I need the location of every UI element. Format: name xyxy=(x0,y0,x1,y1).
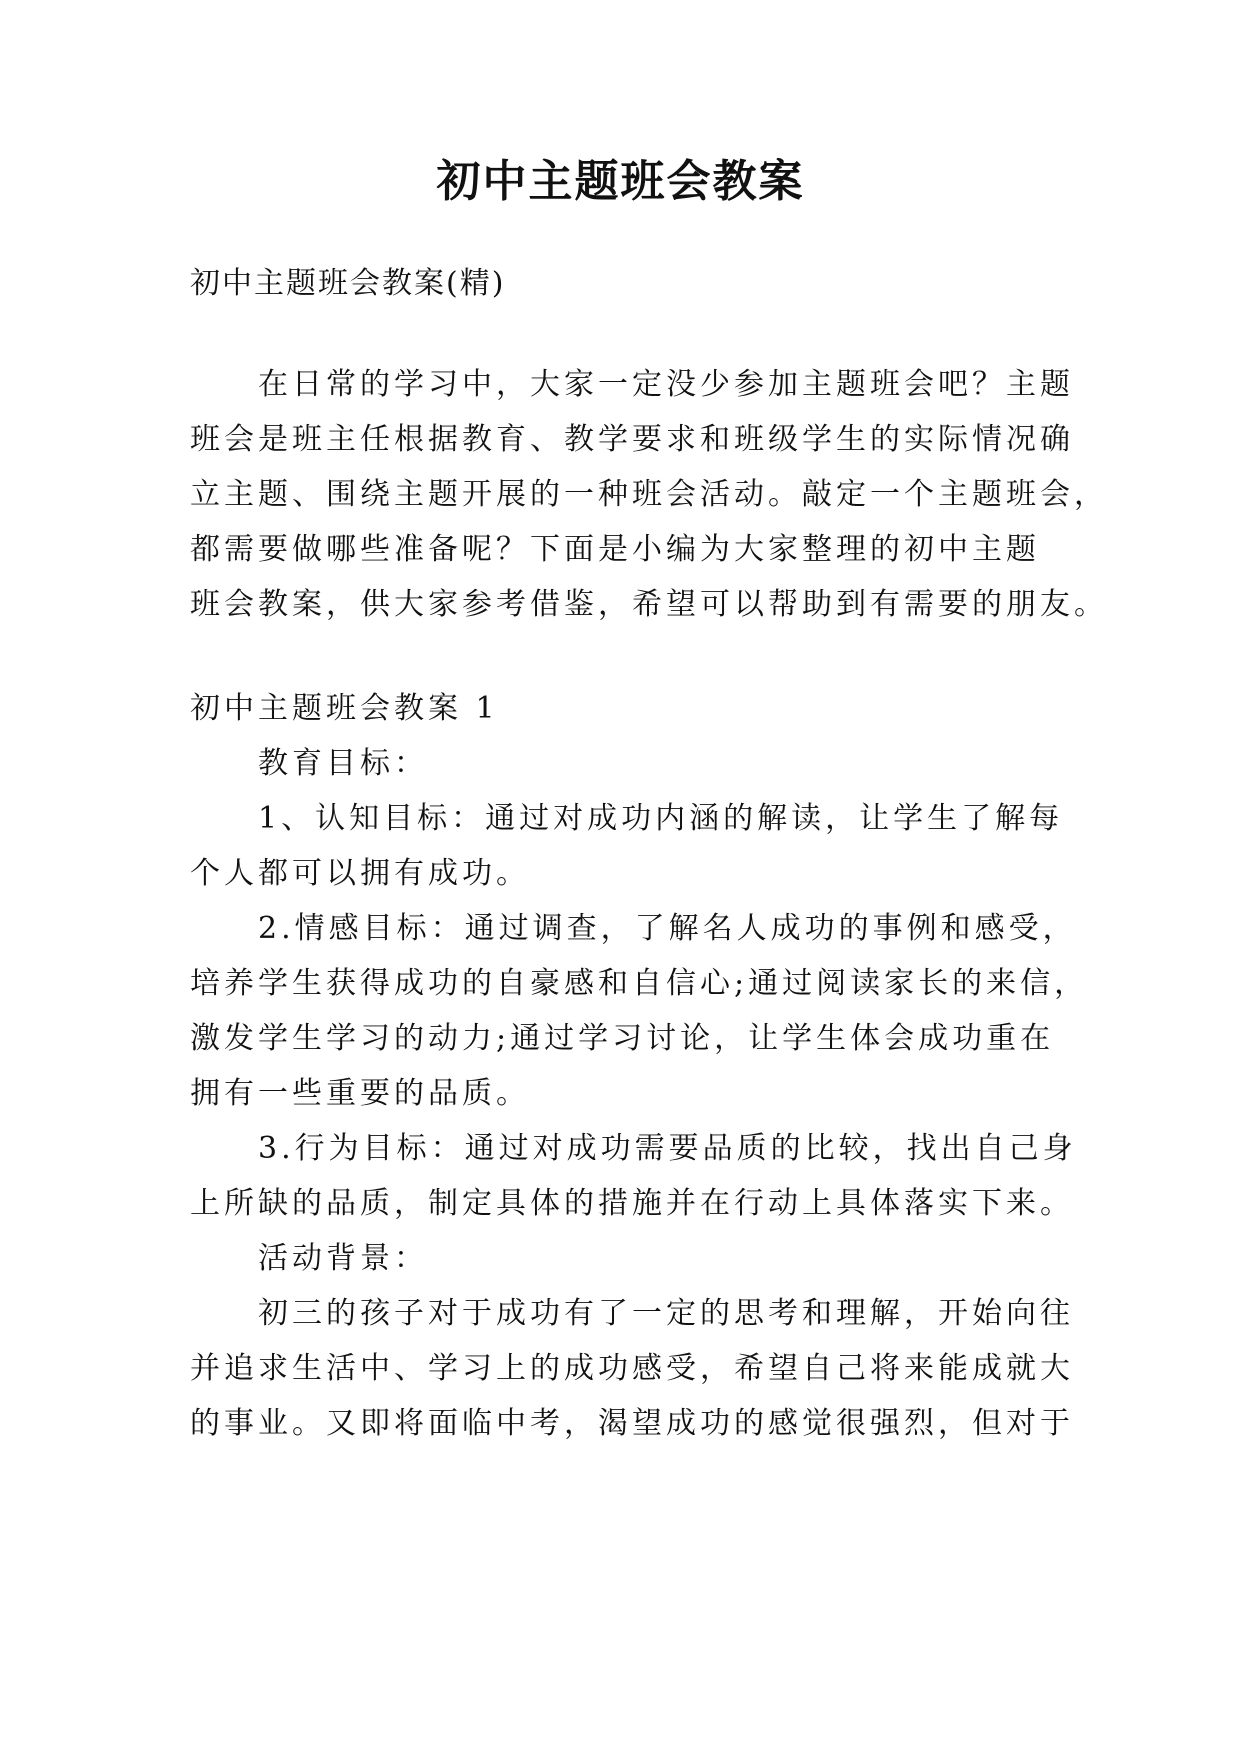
body-line: 并追求生活中、学习上的成功感受，希望自己将来能成就大 xyxy=(190,1351,1074,1386)
body-line: 激发学生学习的动力;通过学习讨论，让学生体会成功重在 xyxy=(190,1021,1055,1056)
intro-line: 都需要做哪些准备呢？下面是小编为大家整理的初中主题 xyxy=(190,532,1040,567)
body-line: 2.情感目标：通过调查，了解名人成功的事例和感受， xyxy=(190,911,1077,946)
intro-line: 立主题、围绕主题开展的一种班会活动。敲定一个主题班会， xyxy=(190,477,1108,512)
intro-line: 班会教案，供大家参考借鉴，希望可以帮助到有需要的朋友。 xyxy=(190,587,1108,622)
body-line: 1、认知目标：通过对成功内涵的解读，让学生了解每 xyxy=(190,801,1064,836)
section-heading: 初中主题班会教案 1 xyxy=(190,691,499,726)
body-line: 培养学生获得成功的自豪感和自信心;通过阅读家长的来信， xyxy=(190,966,1089,1001)
body-line: 活动背景： xyxy=(190,1241,428,1276)
body-line: 上所缺的品质，制定具体的措施并在行动上具体落实下来。 xyxy=(190,1186,1074,1221)
body-line: 3.行为目标：通过对成功需要品质的比较，找出自己身 xyxy=(190,1131,1077,1166)
body-line: 个人都可以拥有成功。 xyxy=(190,856,530,891)
intro-line: 班会是班主任根据教育、教学要求和班级学生的实际情况确 xyxy=(190,422,1074,457)
body-line: 拥有一些重要的品质。 xyxy=(190,1076,530,1111)
body-line: 教育目标： xyxy=(190,746,428,781)
body-line: 的事业。又即将面临中考，渴望成功的感觉很强烈，但对于 xyxy=(190,1406,1074,1441)
body-line: 初三的孩子对于成功有了一定的思考和理解，开始向往 xyxy=(190,1296,1074,1331)
document-subtitle: 初中主题班会教案(精) xyxy=(190,266,506,301)
document-title: 初中主题班会教案 xyxy=(436,156,805,207)
intro-line: 在日常的学习中，大家一定没少参加主题班会吧？主题 xyxy=(190,367,1074,402)
